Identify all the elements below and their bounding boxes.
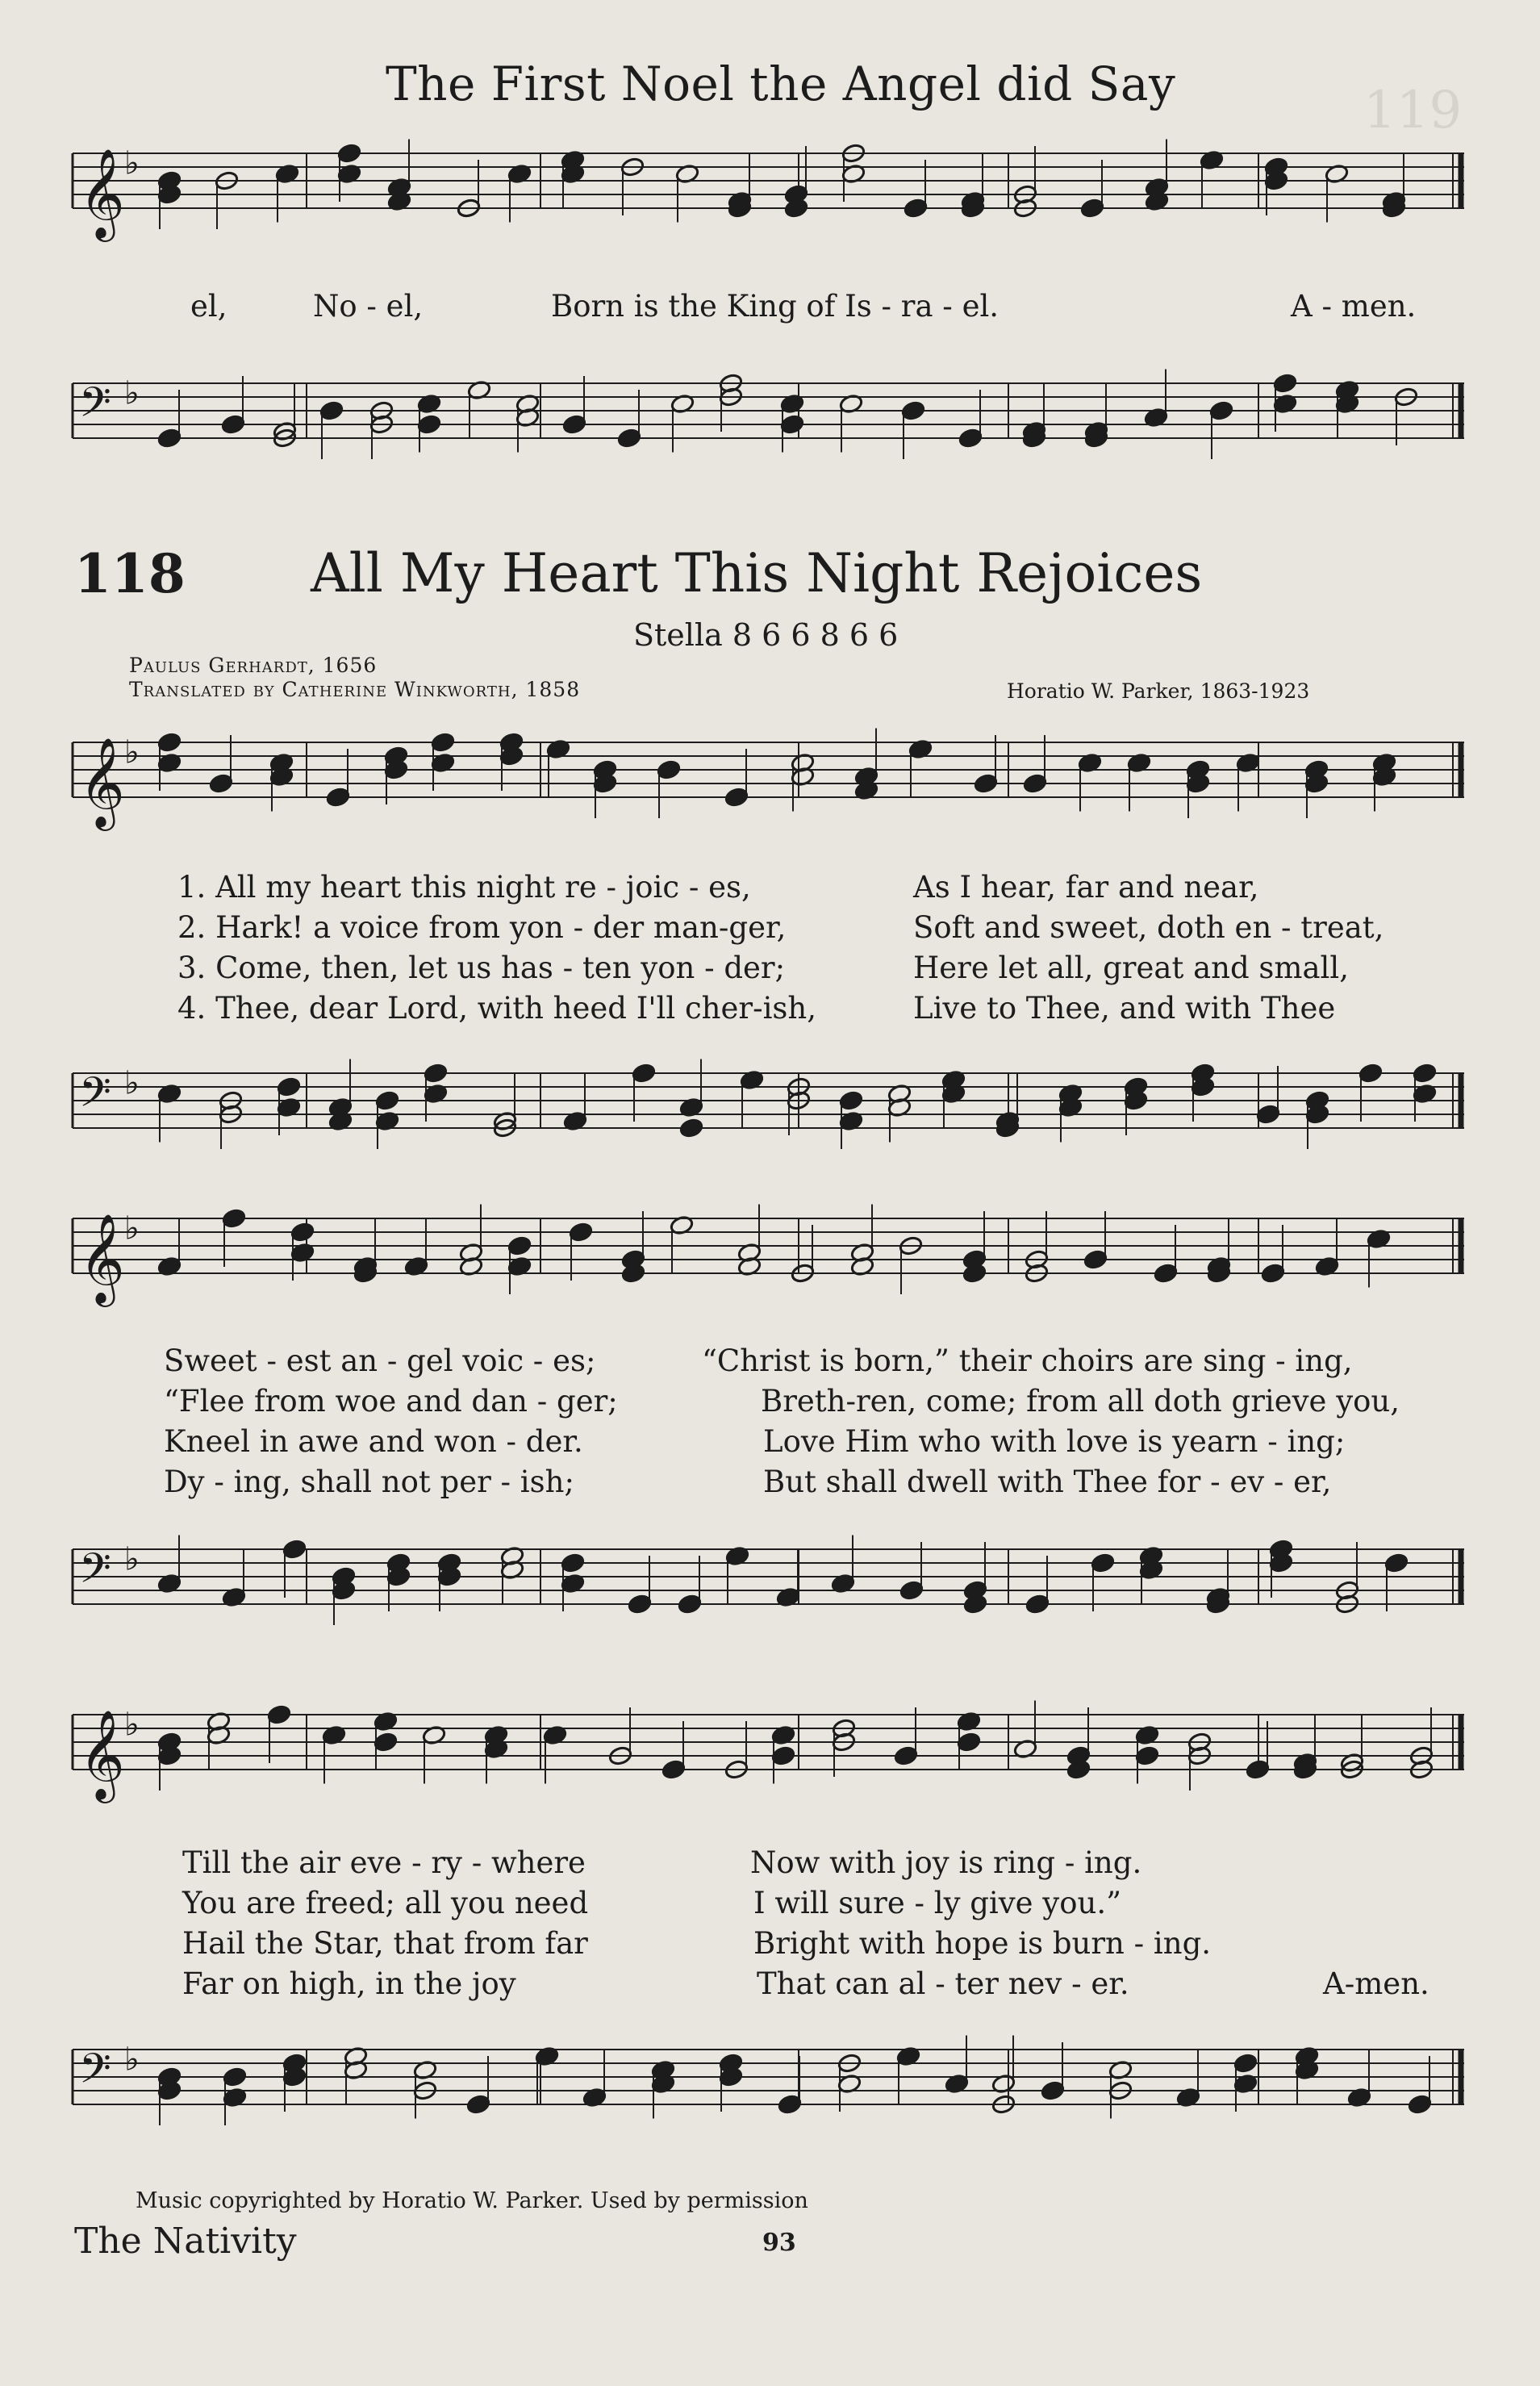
lyric-fragment: I will sure - ly give you.” [753,1886,1121,1920]
notehead [894,1745,919,1766]
notehead [221,414,246,435]
bass-clef-icon: 𝄢 [79,1544,111,1603]
lyric-fragment: Now with joy is ring - ing. [750,1845,1142,1880]
flat-sign-icon: ♭ [124,1210,140,1247]
lyric-fragment: Bright with hope is burn - ing. [753,1926,1212,1961]
lyric-fragment: Hail the Star, that from far [182,1926,588,1961]
treble-clef-icon: 𝄞 [79,1709,125,1799]
lyrics-line [0,1384,1540,1419]
lyric-fragment: Live to Thee, and with Thee [913,991,1336,1026]
notehead [337,143,362,164]
notehead [1209,400,1234,421]
composer-credit: Horatio W. Parker, 1863-1923 [1007,679,1310,703]
prev-hymn-title: The First Noel the Angel did Say [386,56,1176,111]
notehead [1273,373,1298,394]
hymn-number: 118 [74,542,186,605]
lyric-fragment: “Christ is born,” their choirs are sing - ing, [702,1343,1353,1378]
notehead [157,732,182,753]
notehead [724,787,749,808]
tune-name-meter: Stella 8 6 6 8 6 6 [633,617,899,653]
lyric-fragment: Here let all, great and small, [913,951,1349,985]
notehead [282,1539,307,1560]
notehead [1154,1263,1179,1284]
lyric-fragment: “Flee from woe and dan - ger; [164,1384,618,1419]
staff-bass [0,1041,1540,1178]
lyric-fragment: Love Him who with love is yearn - ing; [763,1424,1346,1459]
notehead [661,1759,687,1780]
notehead [267,1704,292,1725]
notehead [1083,1249,1108,1270]
notehead [1256,1104,1281,1125]
lyric-fragment: But shall dwell with Thee for - ev - er, [763,1465,1332,1499]
lyrics-line [0,870,1540,905]
notehead [561,1552,586,1573]
notehead [562,414,587,435]
staff-bass [0,1517,1540,1654]
lyric-fragment: As I hear, far and near, [913,870,1259,905]
section-heading: The Nativity [74,2221,297,2262]
bass-clef-icon: 𝄢 [79,2044,111,2103]
notehead [424,1063,449,1084]
notehead [223,2066,248,2087]
notehead [374,1732,399,1753]
bleed-through-number: 119 [1363,81,1463,140]
lyric-fragment: Far on high, in the joy [182,1966,516,2001]
flat-sign-icon: ♭ [124,374,140,412]
notehead [958,428,983,449]
notehead [290,1222,315,1243]
flat-sign-icon: ♭ [124,733,140,771]
notehead [1261,1263,1286,1284]
notehead [1135,1745,1160,1766]
lyric-fragment: 3. Come, then, let us has - ten yon - der; [177,951,786,985]
lyric-fragment: Kneel in awe and won - der. [164,1424,583,1459]
notehead [157,428,182,449]
notehead [899,1580,924,1601]
notehead [974,773,999,794]
lyric-fragment: You are freed; all you need [182,1886,589,1920]
notehead [319,400,344,421]
page-number: 93 [762,2229,796,2257]
lyric-fragment: Sweet - est an - gel voic - es; [164,1343,596,1378]
notehead [569,1222,594,1243]
notehead [466,2094,491,2115]
lyric-fragment: A-men. [1323,1966,1429,2001]
lyrics-line [0,1886,1540,1921]
lyric-fragment: 1. All my heart this night re - joic - es, [177,870,751,905]
notehead [957,1732,982,1753]
lyrics-line [0,951,1540,986]
treble-clef-icon: 𝄞 [79,148,125,238]
notehead [657,759,682,780]
words-author: Paulus Gerhardt, 1656 [129,654,378,677]
treble-clef-icon: 𝄞 [79,737,125,827]
notehead [1091,1552,1116,1573]
lyric-fragment: Dy - ing, shall not per - ish; [164,1465,574,1499]
lyric-fragment: Breth-ren, come; from all doth grieve you, [761,1384,1400,1419]
notehead [1080,198,1105,219]
notehead [277,1076,302,1097]
lyrics-line [0,289,1540,324]
notehead [1413,1063,1438,1084]
lyric-fragment: A - men. [1291,289,1417,324]
lyric-fragment: 2. Hark! a voice from yon - der man-ger, [177,910,787,945]
lyrics-line [0,991,1540,1026]
lyric-fragment: Born is the King of Is - ra - el. [551,289,1000,324]
staff-treble [0,726,1540,839]
notehead [375,1090,400,1111]
notehead [904,198,929,219]
notehead [1041,2080,1066,2101]
bass-clef-icon: 𝄢 [79,1068,111,1126]
notehead [1408,2094,1433,2115]
bass-clef-icon: 𝄢 [79,378,111,437]
flat-sign-icon: ♭ [124,144,140,182]
notehead [1025,1594,1050,1615]
staff-bass [0,351,1540,488]
notehead [780,414,805,435]
flat-sign-icon: ♭ [124,1706,140,1744]
notehead [222,1208,247,1229]
notehead [507,1235,532,1256]
lyrics-line [0,910,1540,946]
staff-treble [0,137,1540,250]
lyric-fragment: 4. Thee, dear Lord, with heed I'll cher-ish, [177,991,817,1026]
notehead [326,787,351,808]
lyric-fragment: No - el, [313,289,424,324]
notehead [209,773,234,794]
notehead [839,1090,864,1111]
words-credit [129,654,580,702]
notehead [632,1063,657,1084]
notehead [679,1118,704,1139]
notehead [901,400,926,421]
notehead [678,1594,703,1615]
translator-credit: Translated by Catherine Winkworth, 1858 [129,678,581,701]
notehead [1023,773,1048,794]
lyric-fragment: el, [190,289,227,324]
notehead [1233,2053,1258,2074]
lyrics-line [0,1343,1540,1379]
lyrics-line [0,1926,1540,1962]
lyric-fragment: Till the air eve - ry - where [182,1845,586,1880]
treble-clef-icon: 𝄞 [79,1213,125,1303]
lyrics-line [0,1966,1540,2002]
flat-sign-icon: ♭ [124,2041,140,2079]
notehead [1358,1063,1383,1084]
staff-bass [0,2017,1540,2162]
notehead [617,428,642,449]
lyric-fragment: Soft and sweet, doth en - treat, [913,910,1384,945]
notehead [1246,1759,1271,1780]
staff-treble [0,1202,1540,1323]
flat-sign-icon: ♭ [124,1540,140,1578]
lyrics-line [0,1465,1540,1500]
notehead [771,1745,796,1766]
lyrics-line [0,1424,1540,1460]
notehead [417,414,442,435]
lyrics-line [0,1845,1540,1881]
hymn-title: All My Heart This Night Rejoices [311,542,1203,604]
notehead [628,1594,653,1615]
flat-sign-icon: ♭ [124,1064,140,1102]
staff-treble [0,1699,1540,1811]
notehead [1384,1552,1409,1573]
notehead [431,732,456,753]
lyric-fragment: That can al - ter nev - er. [757,1966,1129,2001]
copyright-note: Music copyrighted by Horatio W. Parker. Used by permission [136,2188,808,2213]
